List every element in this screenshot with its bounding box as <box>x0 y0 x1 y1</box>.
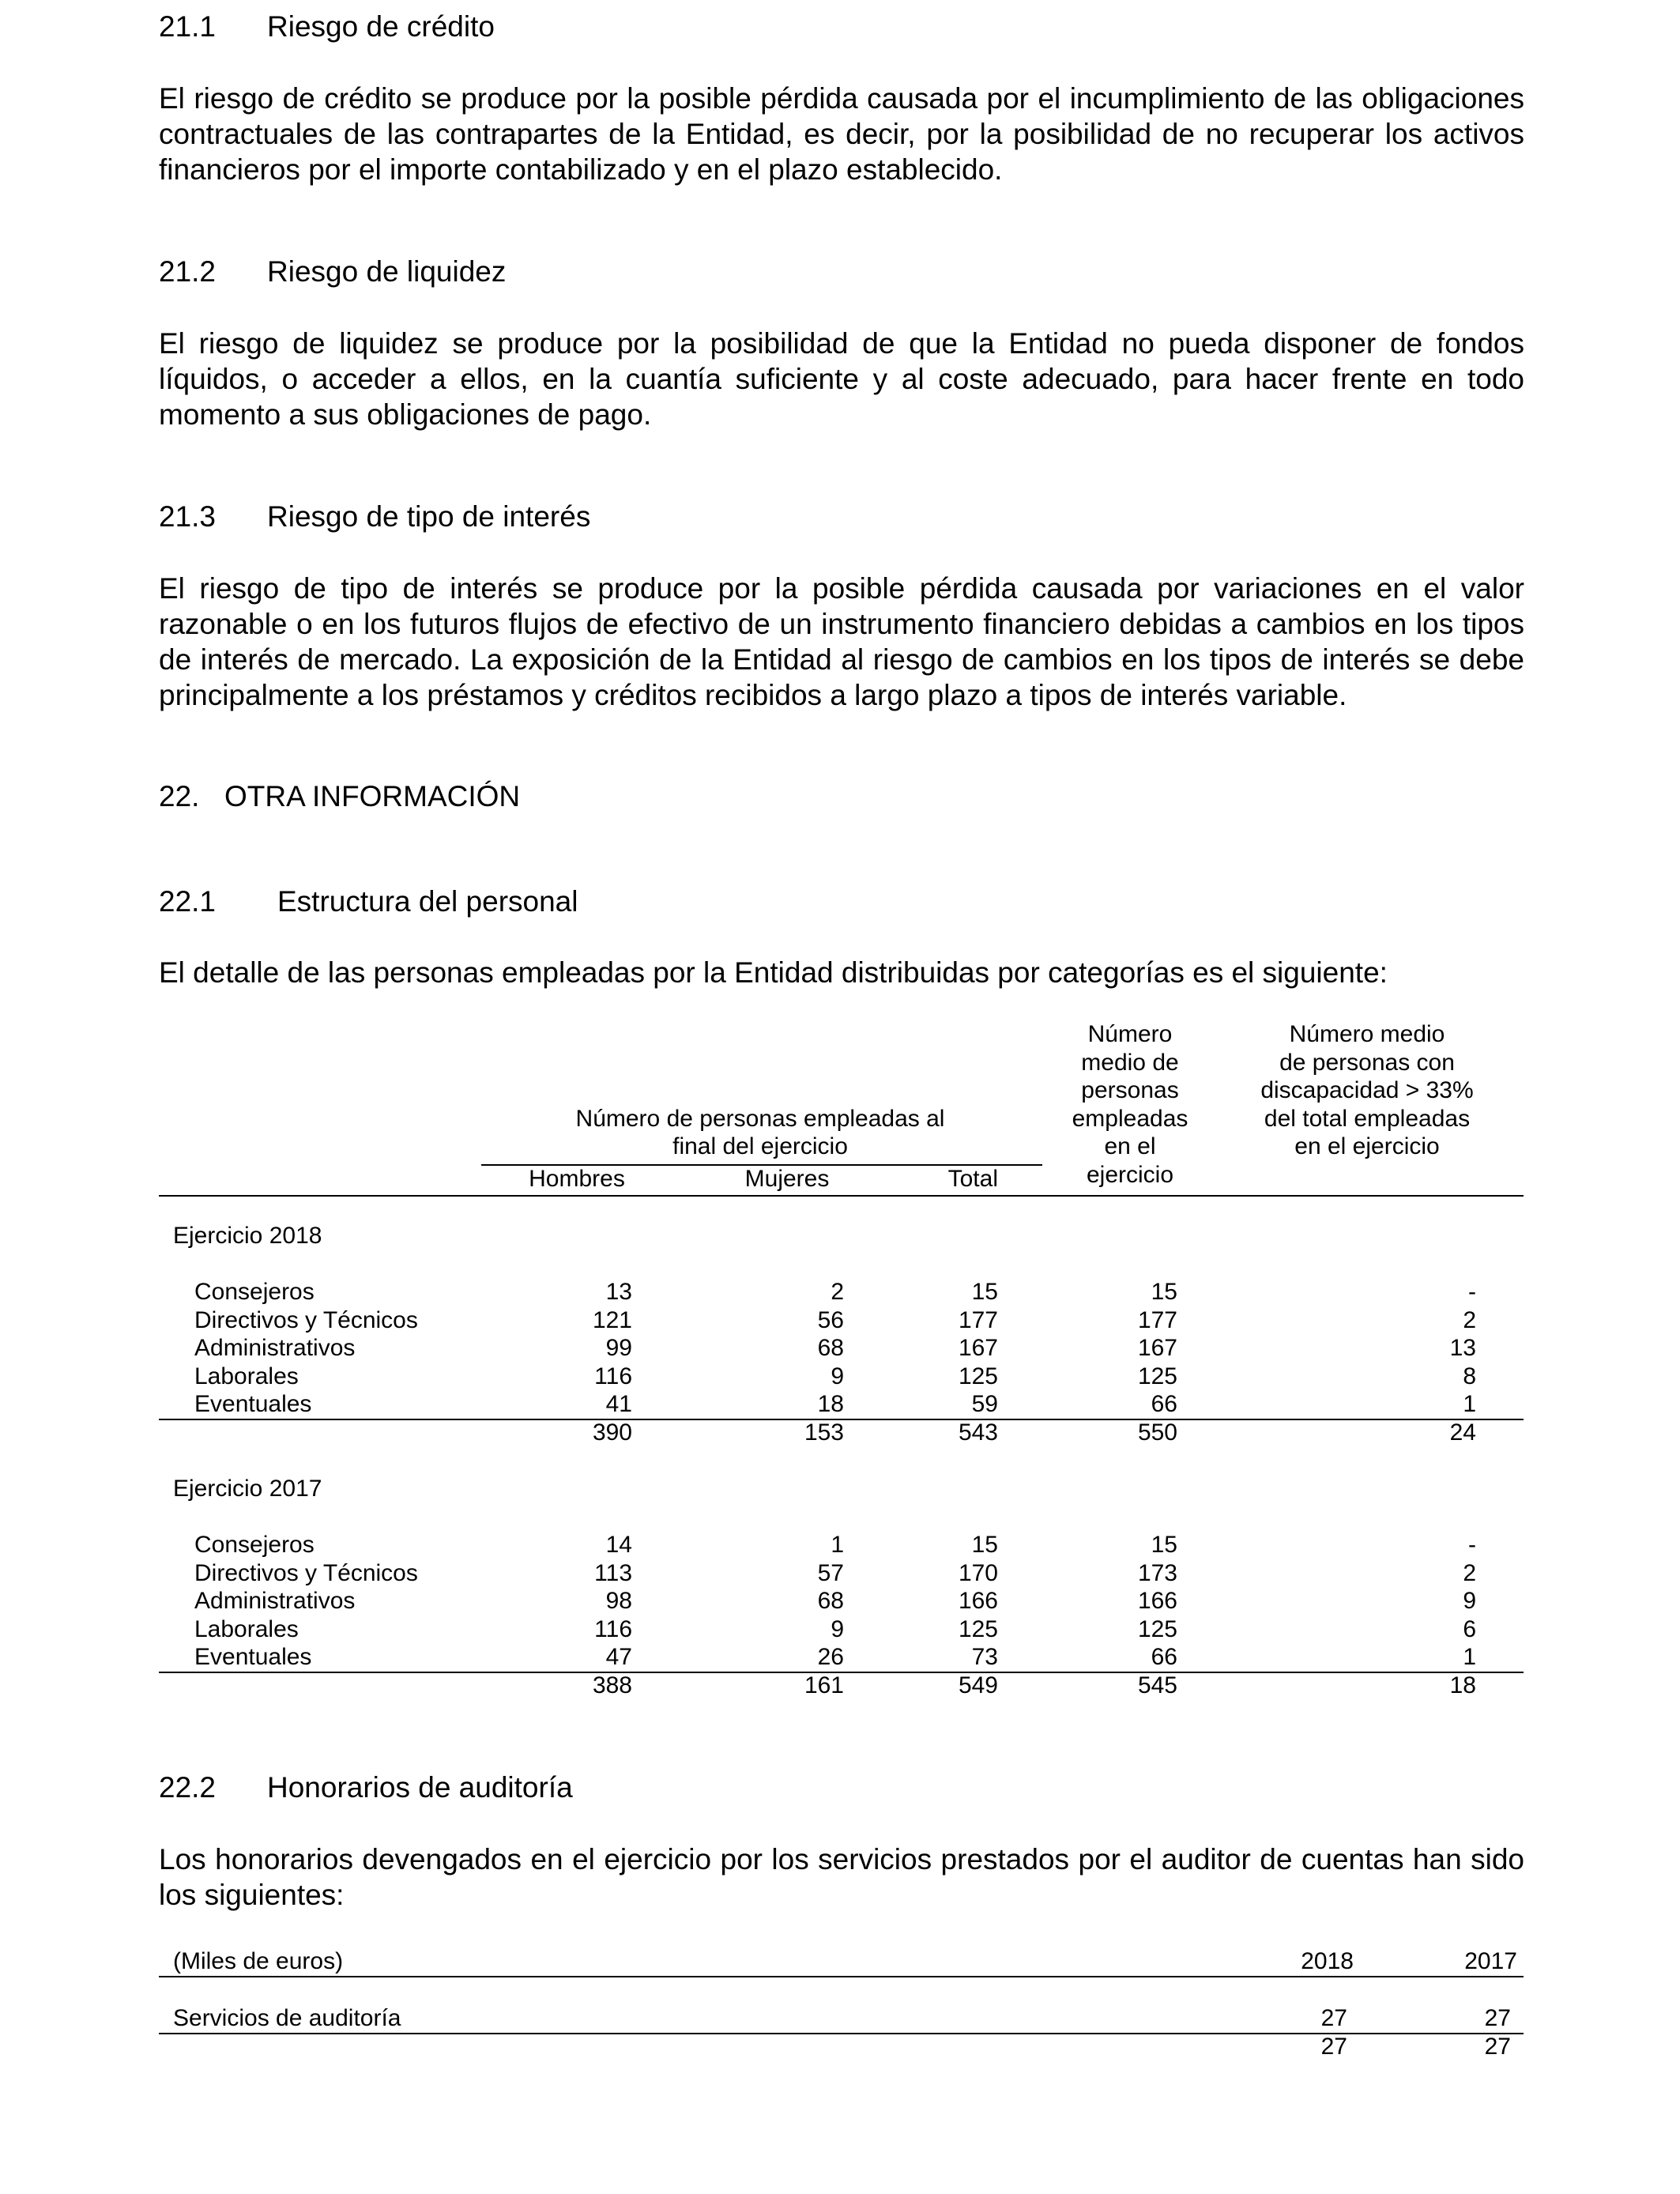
audit-row-2018: 27 <box>1320 2005 1347 2031</box>
col-discapacidad-header-line: en el ejercicio <box>1294 1133 1440 1159</box>
cell-total: 177 <box>958 1306 998 1333</box>
category-label: Directivos y Técnicos <box>194 1306 418 1333</box>
category-label: Directivos y Técnicos <box>194 1559 418 1586</box>
cell-mujeres: 9 <box>831 1363 844 1389</box>
cell-hombres: 98 <box>605 1588 632 1614</box>
cell-total: 166 <box>958 1588 998 1614</box>
cell-discapacidad: - <box>1468 1532 1476 1558</box>
cell-total: 170 <box>958 1559 998 1586</box>
cell-medio: 177 <box>1137 1306 1177 1333</box>
cell-medio: 125 <box>1137 1363 1177 1389</box>
group-header-line-2: final del ejercicio <box>672 1133 848 1159</box>
total-discapacidad: 18 <box>1449 1672 1476 1698</box>
cell-medio: 15 <box>1151 1532 1177 1558</box>
cell-hombres: 14 <box>605 1532 632 1558</box>
cell-hombres: 47 <box>605 1644 632 1670</box>
section-number: 21.3 <box>159 500 217 533</box>
cell-discapacidad: 13 <box>1449 1335 1476 1361</box>
cell-mujeres: 1 <box>831 1532 844 1558</box>
cell-medio: 66 <box>1151 1644 1177 1670</box>
cell-total: 167 <box>958 1335 998 1361</box>
col-header-total: Total <box>947 1166 998 1192</box>
cell-mujeres: 9 <box>831 1615 844 1642</box>
cell-total: 59 <box>971 1391 998 1417</box>
total-medio: 550 <box>1137 1419 1177 1446</box>
paragraph-liquidity-risk: El riesgo de liquidez se produce por la posibilidad de que la Entidad no pueda disponer de fondos líquidos, o acceder a ellos, en la cuantía suficiente y al coste adecuado, para hacer frente en todo momento a sus obligaciones de pago. <box>159 327 1524 431</box>
cell-discapacidad: - <box>1468 1279 1476 1305</box>
category-label: Eventuales <box>194 1391 312 1417</box>
group-header-line-1: Número de personas empleadas al <box>575 1106 945 1132</box>
col-medio-header-line: en el <box>1104 1133 1156 1159</box>
audit-units-label: (Miles de euros) <box>173 1948 344 1974</box>
cell-medio: 15 <box>1151 1279 1177 1305</box>
cell-discapacidad: 1 <box>1463 1391 1476 1417</box>
category-label: Laborales <box>194 1363 299 1389</box>
cell-total: 15 <box>971 1532 998 1558</box>
col-discapacidad-header-line: de personas con <box>1279 1049 1455 1076</box>
audit-row-2017: 27 <box>1484 2005 1511 2031</box>
cell-mujeres: 68 <box>817 1588 844 1614</box>
total-discapacidad: 24 <box>1449 1419 1476 1446</box>
cell-hombres: 13 <box>605 1279 632 1305</box>
audit-header-rule <box>159 1976 1524 1977</box>
cell-hombres: 99 <box>605 1335 632 1361</box>
cell-mujeres: 26 <box>817 1644 844 1670</box>
section-number: 21.2 <box>159 255 217 288</box>
category-label: Laborales <box>194 1615 299 1642</box>
total-medio: 545 <box>1137 1672 1177 1698</box>
cell-discapacidad: 2 <box>1463 1306 1476 1333</box>
category-label: Administrativos <box>194 1335 356 1361</box>
col-medio-header-line: personas <box>1081 1077 1179 1103</box>
cell-discapacidad: 6 <box>1463 1615 1476 1642</box>
total-mujeres: 153 <box>804 1419 844 1446</box>
col-medio-header-line: Número <box>1087 1021 1173 1047</box>
cell-mujeres: 2 <box>831 1279 844 1305</box>
block-label: Ejercicio 2018 <box>173 1223 322 1249</box>
section-number: 22.2 <box>159 1771 217 1804</box>
total-mujeres: 161 <box>804 1672 844 1698</box>
cell-mujeres: 68 <box>817 1335 844 1361</box>
category-label: Consejeros <box>194 1279 315 1305</box>
section-number: 22. <box>159 780 200 812</box>
section-title: Riesgo de tipo de interés <box>267 500 591 533</box>
category-label: Administrativos <box>194 1588 356 1614</box>
cell-total: 125 <box>958 1363 998 1389</box>
col-medio-header-line: medio de <box>1081 1049 1179 1076</box>
cell-hombres: 41 <box>605 1391 632 1417</box>
col-header-mujeres: Mujeres <box>744 1166 830 1192</box>
paragraph-staff-intro: El detalle de las personas empleadas por la Entidad distribuidas por categorías es el siguiente: <box>159 956 1388 989</box>
col-discapacidad-header-line: del total empleadas <box>1264 1105 1471 1132</box>
cell-hombres: 116 <box>594 1363 632 1389</box>
category-label: Eventuales <box>194 1644 312 1670</box>
col-medio-header-line: ejercicio <box>1086 1161 1174 1188</box>
section-title: OTRA INFORMACIÓN <box>224 780 521 812</box>
total-total: 543 <box>958 1419 998 1446</box>
paragraph-interest-rate-risk: El riesgo de tipo de interés se produce por la posible pérdida causada por variaciones en el valor razonable o en los futuros flujos de efectivo de un instrumento financiero debidas a cambios en los tipos de interés de mercado. La exposición de la Entidad al riesgo de cambios en los tipos de interés se debe principalmente a los préstamos y créditos recibidos a largo plazo a tipos de interés variable. <box>159 572 1524 711</box>
cell-medio: 125 <box>1137 1615 1177 1642</box>
paragraph-credit-risk: El riesgo de crédito se produce por la posible pérdida causada por el incumplimiento de las obligaciones contractuales de las contrapartes de la Entidad, es decir, por la posibilidad de no recuperar los activos financieros por el importe contabilizado y en el plazo establecido. <box>159 82 1524 186</box>
block-label: Ejercicio 2017 <box>173 1476 322 1502</box>
audit-col-2017: 2017 <box>1464 1948 1517 1974</box>
cell-total: 73 <box>971 1644 998 1670</box>
audit-total-2017: 27 <box>1484 2034 1511 2060</box>
section-number: 22.1 <box>159 885 217 918</box>
cell-discapacidad: 9 <box>1463 1588 1476 1614</box>
cell-medio: 167 <box>1137 1335 1177 1361</box>
paragraph-audit-intro: Los honorarios devengados en el ejercicio por los servicios prestados por el auditor de cuentas han sido los siguientes: <box>159 1843 1524 1911</box>
cell-mujeres: 18 <box>817 1391 844 1417</box>
cell-discapacidad: 1 <box>1463 1644 1476 1670</box>
section-title: Honorarios de auditoría <box>267 1771 573 1804</box>
section-number: 21.1 <box>159 10 217 43</box>
audit-total-2018: 27 <box>1320 2034 1347 2060</box>
total-hombres: 388 <box>592 1672 632 1698</box>
section-title: Riesgo de liquidez <box>267 255 507 288</box>
audit-row-label: Servicios de auditoría <box>173 2005 401 2031</box>
cell-hombres: 116 <box>594 1615 632 1642</box>
cell-discapacidad: 8 <box>1463 1363 1476 1389</box>
cell-total: 125 <box>958 1615 998 1642</box>
section-title: Riesgo de crédito <box>267 10 495 43</box>
cell-medio: 173 <box>1137 1559 1177 1586</box>
cell-mujeres: 56 <box>817 1306 844 1333</box>
cell-discapacidad: 2 <box>1463 1559 1476 1586</box>
cell-total: 15 <box>971 1279 998 1305</box>
category-label: Consejeros <box>194 1532 315 1558</box>
audit-col-2018: 2018 <box>1301 1948 1354 1974</box>
col-discapacidad-header-line: discapacidad > 33% <box>1260 1077 1474 1103</box>
total-hombres: 390 <box>592 1419 632 1446</box>
cell-hombres: 113 <box>594 1559 632 1586</box>
total-total: 549 <box>958 1672 998 1698</box>
cell-medio: 166 <box>1137 1588 1177 1614</box>
col-medio-header-line: empleadas <box>1072 1105 1188 1132</box>
cell-mujeres: 57 <box>817 1559 844 1586</box>
cell-hombres: 121 <box>592 1306 632 1333</box>
col-header-hombres: Hombres <box>529 1166 625 1192</box>
col-discapacidad-header-line: Número medio <box>1289 1021 1445 1047</box>
cell-medio: 66 <box>1151 1391 1177 1417</box>
section-title: Estructura del personal <box>277 885 578 918</box>
